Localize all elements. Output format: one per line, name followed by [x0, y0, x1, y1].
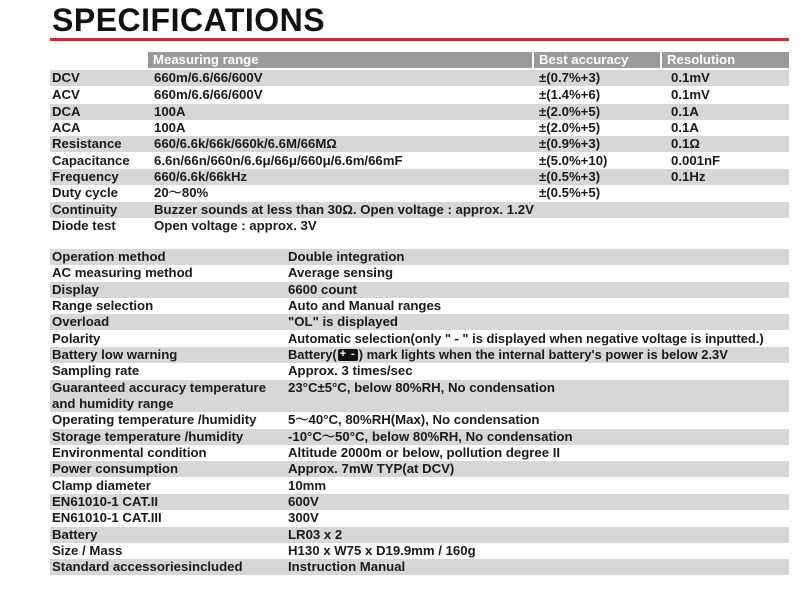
row-value: 5～40°C, 80%RH(Max), No condensation — [288, 412, 540, 427]
row-value: Average sensing — [288, 265, 394, 280]
table-row — [50, 120, 789, 136]
page-title: SPECIFICATIONS — [52, 2, 326, 38]
row-label: Power consumption — [52, 461, 179, 476]
table-row — [50, 314, 789, 330]
row-range: 6.6n/66n/660n/6.6μ/66μ/660μ/6.6m/66mF — [154, 153, 403, 168]
table-row — [50, 169, 789, 185]
row-range: 660/6.6k/66kHz — [154, 169, 248, 184]
row-label: Battery low warning — [52, 347, 178, 362]
row-label: DCA — [52, 104, 81, 119]
table-row — [50, 380, 789, 412]
row-label: Clamp diameter — [52, 478, 151, 493]
table-row — [50, 202, 789, 218]
row-resolution: 0.1A — [671, 104, 699, 119]
row-accuracy: ±(0.5%+5) — [539, 185, 601, 200]
row-range: 20～80% — [154, 185, 209, 200]
table-row — [50, 461, 789, 477]
row-label: AC measuring method — [52, 265, 193, 280]
row-value: 6600 count — [288, 282, 357, 297]
row-value: 23°C±5°C, below 80%RH, No condensation — [288, 380, 555, 395]
table-row — [50, 347, 789, 363]
header-measuring-range: Measuring range — [148, 52, 532, 68]
table-row — [50, 104, 789, 120]
row-value: Double integration — [288, 249, 405, 264]
row-value: H130 x W75 x D19.9mm / 160g — [288, 543, 476, 558]
row-resolution: 0.1mV — [671, 87, 710, 102]
row-label: Standard accessoriesincluded — [52, 559, 243, 574]
row-value: Approx. 7mW TYP(at DCV) — [288, 461, 455, 476]
row-label: Storage temperature /humidity — [52, 429, 244, 444]
row-value: Buzzer sounds at less than 30Ω. Open voltage : approx. 1.2V — [154, 202, 534, 217]
battery-warning-text-pre: Battery( — [288, 347, 337, 362]
row-range: 100A — [154, 104, 186, 119]
row-label: Resistance — [52, 136, 122, 151]
table-row — [50, 70, 789, 86]
table-row — [50, 494, 789, 510]
table-row — [50, 185, 789, 201]
row-label: EN61010-1 CAT.II — [52, 494, 159, 509]
table-row — [50, 527, 789, 543]
row-resolution: 0.1mV — [671, 70, 710, 85]
table-row — [50, 363, 789, 379]
row-accuracy: ±(5.0%+10) — [539, 153, 608, 168]
row-label: Capacitance — [52, 153, 130, 168]
row-range: 660/6.6k/66k/660k/6.6M/66MΩ — [154, 136, 337, 151]
row-label: Sampling rate — [52, 363, 140, 378]
row-label: Size / Mass — [52, 543, 123, 558]
row-resolution: 0.001nF — [671, 153, 721, 168]
row-value — [288, 347, 728, 363]
row-value: -10°C～50°C, below 80%RH, No condensation — [288, 429, 573, 444]
battery-icon — [338, 349, 358, 361]
row-range: 660m/6.6/66/600V — [154, 87, 263, 102]
table-row — [50, 559, 789, 575]
row-accuracy: ±(0.9%+3) — [539, 136, 601, 151]
header-resolution: Resolution — [662, 52, 789, 68]
row-accuracy: ±(2.0%+5) — [539, 120, 601, 135]
row-resolution: 0.1A — [671, 120, 699, 135]
title-rule — [50, 38, 789, 41]
table-row — [50, 136, 789, 152]
row-value: Open voltage : approx. 3V — [154, 218, 317, 233]
row-label: Environmental condition — [52, 445, 207, 460]
table-row — [50, 412, 789, 428]
table-row — [50, 429, 789, 445]
table-row — [50, 249, 789, 265]
row-range: 660m/6.6/66/600V — [154, 70, 263, 85]
row-label-line2: and humidity range — [52, 396, 174, 411]
row-value: LR03 x 2 — [288, 527, 343, 542]
table-row — [50, 510, 789, 526]
table-row — [50, 218, 789, 234]
battery-warning-text-post: ) mark lights when the internal battery's power is below 2.3V — [358, 347, 728, 362]
table-row — [50, 87, 789, 103]
row-label: Operation method — [52, 249, 166, 264]
table-row — [50, 298, 789, 314]
row-accuracy: ±(1.4%+6) — [539, 87, 601, 102]
table-row — [50, 445, 789, 461]
row-label: Guaranteed accuracy temperature — [52, 380, 267, 395]
table-row — [50, 153, 789, 169]
header-best-accuracy: Best accuracy — [534, 52, 660, 68]
row-label: Continuity — [52, 202, 118, 217]
row-value: Instruction Manual — [288, 559, 406, 574]
row-label: Battery — [52, 527, 98, 542]
row-label: EN61010-1 CAT.III — [52, 510, 162, 525]
row-label: DCV — [52, 70, 80, 85]
row-label: Diode test — [52, 218, 116, 233]
row-accuracy: ±(2.0%+5) — [539, 104, 601, 119]
row-label: Polarity — [52, 331, 101, 346]
row-label: Display — [52, 282, 99, 297]
row-resolution: 0.1Hz — [671, 169, 706, 184]
row-label: ACV — [52, 87, 80, 102]
row-value: Altitude 2000m or below, pollution degree II — [288, 445, 561, 460]
table-row — [50, 543, 789, 559]
row-value: "OL" is displayed — [288, 314, 398, 329]
row-label: Frequency — [52, 169, 119, 184]
row-label: Range selection — [52, 298, 154, 313]
row-resolution: 0.1Ω — [671, 136, 700, 151]
row-accuracy: ±(0.5%+3) — [539, 169, 601, 184]
row-value: Approx. 3 times/sec — [288, 363, 413, 378]
row-label: Operating temperature /humidity — [52, 412, 257, 427]
row-label: Overload — [52, 314, 110, 329]
row-value: Automatic selection(only " - " is displayed when negative voltage is inputted.) — [288, 331, 764, 346]
table-row — [50, 265, 789, 281]
row-value: 10mm — [288, 478, 327, 493]
row-accuracy: ±(0.7%+3) — [539, 70, 601, 85]
row-label: ACA — [52, 120, 81, 135]
row-label: Duty cycle — [52, 185, 118, 200]
table-row — [50, 282, 789, 298]
row-range: 100A — [154, 120, 186, 135]
row-value: Auto and Manual ranges — [288, 298, 442, 313]
row-value: 300V — [288, 510, 319, 525]
table-row — [50, 478, 789, 494]
table-row — [50, 331, 789, 347]
row-value: 600V — [288, 494, 319, 509]
